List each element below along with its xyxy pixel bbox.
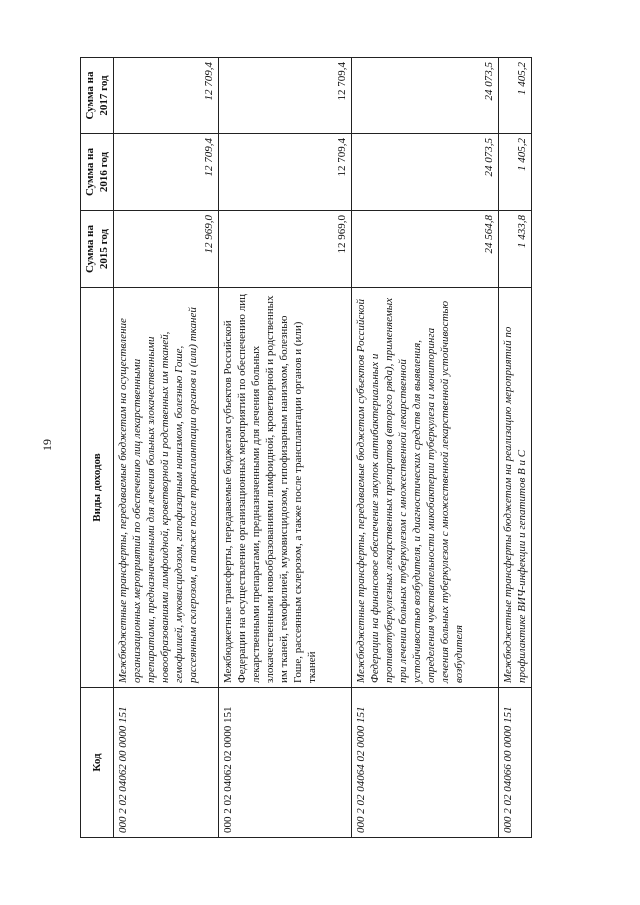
row-sum-2017: 12 709,4: [114, 58, 219, 134]
table-row: [499, 58, 532, 838]
table-row: [352, 58, 499, 838]
header-sum-2015: Сумма на 2015 год: [81, 211, 114, 288]
table-header-row: [81, 58, 114, 838]
row-sum-2015: 1 433,8: [499, 211, 532, 288]
row-description: Межбюджетные трансферты бюджетам на реализацию мероприятий по профилактике ВИЧ-инфекции и гепатитов B и C: [499, 288, 532, 688]
row-sum-2016: 24 073,5: [352, 134, 499, 211]
row-sum-2015: 12 969,0: [219, 211, 352, 288]
table-row: [219, 58, 352, 838]
page-number: 19: [40, 439, 54, 451]
row-code: 000 2 02 04062 00 0000 151: [114, 688, 219, 838]
header-sum-2016: Сумма на 2016 год: [81, 134, 114, 211]
row-sum-2017: 12 709,4: [219, 58, 352, 134]
row-sum-2017: 24 073,5: [352, 58, 499, 134]
row-description: Межбюджетные трансферты, передаваемые бюджетам субъектов Российской Федерации на финансовое обеспечение закупок антибактериальных и противотуберкулезных лекарственных препаратов (второго ряда), применяемых при лечении больных туберкулезом с множественной лекарственной устойчивостью возбудителя, и диагностических средств для выявления, определения чувствительности микобактерии туберкулеза и мониторинга лечения больных туберкулезом с множественной лекарственной устойчивостью возбудителя: [352, 288, 499, 688]
row-code: 000 2 02 04066 00 0000 151: [499, 688, 532, 838]
row-description: Межбюджетные трансферты, передаваемые бюджетам субъектов Российской Федерации на осуществление организационных мероприятий по обеспечению лиц лекарственными препаратами, предназначенными для лечения больных злокачественными новообразованиями лимфоидной, кроветворной и родственных им тканей, гемофилией, муковисцидозом, гипофизарным нанизмом, болезнью Гоше, рассеянным склерозом, а также после трансплантации органов и (или) тканей: [219, 288, 352, 688]
row-description: Межбюджетные трансферты, передаваемые бюджетам на осуществление организационных мероприятий по обеспечению лиц лекарственными препаратами, предназначенными для лечения больных злокачественными новообразованиями лимфоидной, кроветворной и родственных им тканей, гемофилией, муковисцидозом, гипофизарным нанизмом, болезнью Гоше, рассеянным склерозом, а также после трансплантации органов и (или) тканей: [114, 288, 219, 688]
row-sum-2017: 1 405,2: [499, 58, 532, 134]
rotated-table-container: [80, 58, 570, 838]
row-sum-2016: 12 709,4: [114, 134, 219, 211]
header-sum-2017: Сумма на 2017 год: [81, 58, 114, 134]
revenue-table: [80, 57, 532, 838]
header-description: Виды доходов: [81, 288, 114, 688]
row-sum-2016: 1 405,2: [499, 134, 532, 211]
row-code: 000 2 02 04062 02 0000 151: [219, 688, 352, 838]
row-sum-2015: 12 969,0: [114, 211, 219, 288]
row-code: 000 2 02 04064 02 0000 151: [352, 688, 499, 838]
table-row: [114, 58, 219, 838]
header-code: Код: [81, 688, 114, 838]
row-sum-2016: 12 709,4: [219, 134, 352, 211]
row-sum-2015: 24 564,8: [352, 211, 499, 288]
